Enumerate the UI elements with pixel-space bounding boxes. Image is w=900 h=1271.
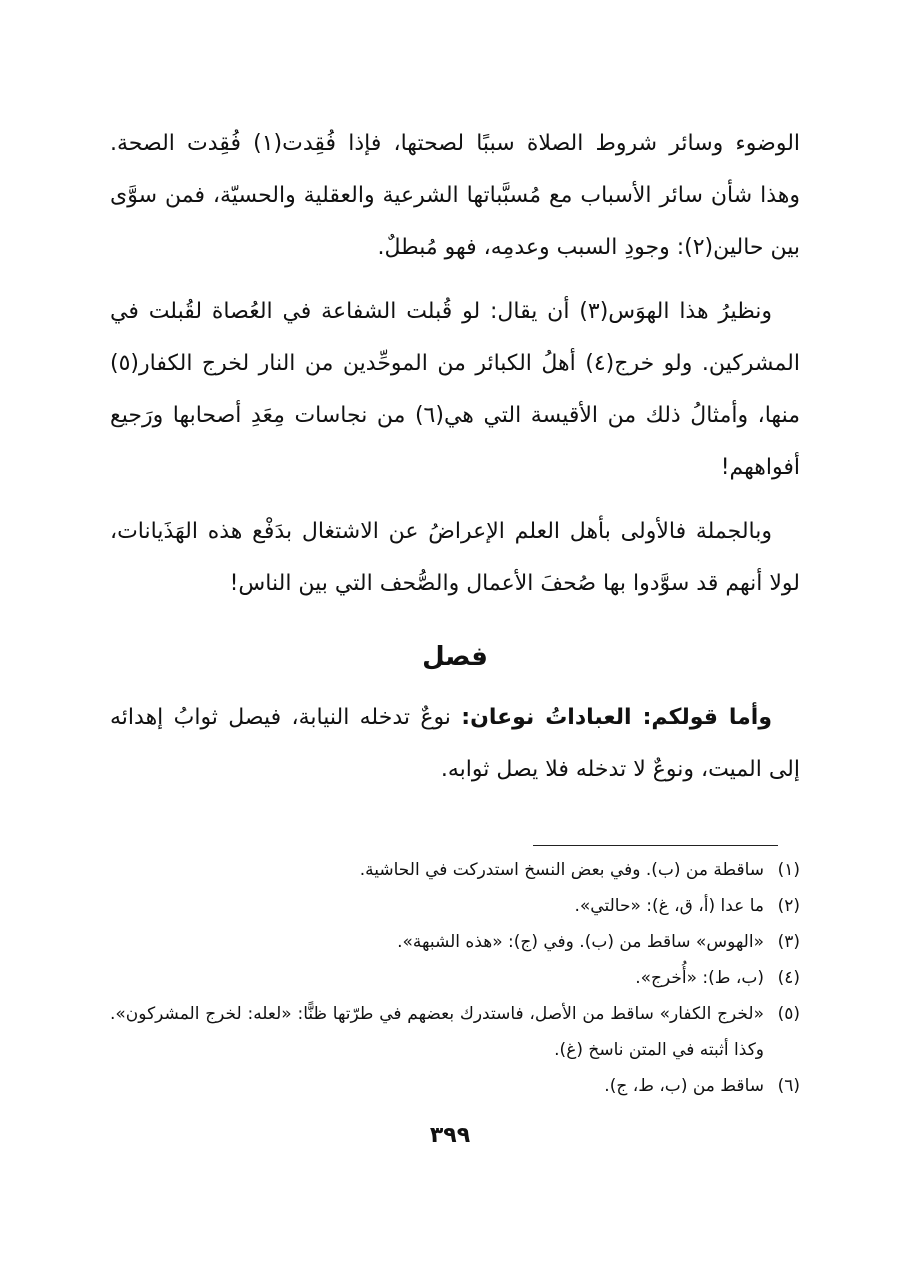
footnote-number: (٦) <box>777 1076 800 1096</box>
section-lead-bold: وأما قولكم: العباداتُ نوعان: <box>461 705 772 730</box>
footnote-number: (٢) <box>777 896 800 916</box>
paragraph-3: وبالجملة فالأولى بأهل العلم الإعراضُ عن الاشتغال بدَفْع هذه الهَذَيانات، لولا أنهم قد سوَّدوا بها صُحفَ الأعمال والصُّحف التي بين الناس! <box>110 519 800 596</box>
footnote-text: ساقط من (ب، ط، ج). <box>604 1076 764 1096</box>
footnote-5 <box>110 996 800 1068</box>
footnote-text: (ب، ط): «أُخرج». <box>635 968 764 988</box>
section-heading: فصل <box>422 642 488 672</box>
paragraph-2: ونظيرُ هذا الهوَس(٣) أن يقال: لو قُبلت الشفاعة في العُصاة لقُبلت في المشركين. ولو خرج(٤) أهلُ الكبائر من الموحِّدين من النار لخرج الكفار(٥) منها، وأمثالُ ذلك من الأقيسة التي هي(٦) من نجاسات مِعَدِ أصحابها ورَجيع أفواههم! <box>110 299 801 480</box>
footnote-2 <box>110 888 800 924</box>
footnote-4 <box>110 960 800 996</box>
main-text <box>110 118 800 796</box>
footnote-number: (٥) <box>777 1004 800 1024</box>
footnote-text: ما عدا (أ، ق، غ): «حالتي». <box>574 896 764 916</box>
paragraph-1: الوضوء وسائر شروط الصلاة سببًا لصحتها، فإذا فُقِدت(١) فُقِدت الصحة. وهذا شأن سائر الأسباب مع مُسبَّباتها الشرعية والعقلية والحسيّة، فمن سوَّى بين حالين(٢): وجودِ السبب وعدمِه، فهو مُبطلٌ. <box>110 131 801 260</box>
footnote-3 <box>110 924 800 960</box>
footnote-text: «لخرج الكفار» ساقط من الأصل، فاستدرك بعضهم في طرّتها ظنًّا: «لعله: لخرج المشركون». وكذا أثبته في المتن ناسخ (غ). <box>110 1004 764 1060</box>
page-number: ٣٩٩ <box>429 1123 471 1148</box>
footnotes <box>110 852 800 1104</box>
footnote-number: (١) <box>777 860 800 880</box>
section-paragraph <box>110 692 800 796</box>
footnote-text: ساقطة من (ب). وفي بعض النسخ استدركت في الحاشية. <box>359 860 764 880</box>
footnote-text: «الهوس» ساقط من (ب). وفي (ج): «هذه الشبهة». <box>397 932 764 952</box>
section-lead-rest: نوعٌ تدخله النيابة، فيصل ثوابُ إهدائه إلى الميت، ونوعٌ لا تدخله فلا يصل ثوابه. <box>110 705 800 782</box>
footnote-separator <box>533 845 778 846</box>
footnote-number: (٣) <box>777 932 800 952</box>
footnote-6 <box>110 1068 800 1104</box>
footnote-1 <box>110 852 800 888</box>
footnote-number: (٤) <box>777 968 800 988</box>
